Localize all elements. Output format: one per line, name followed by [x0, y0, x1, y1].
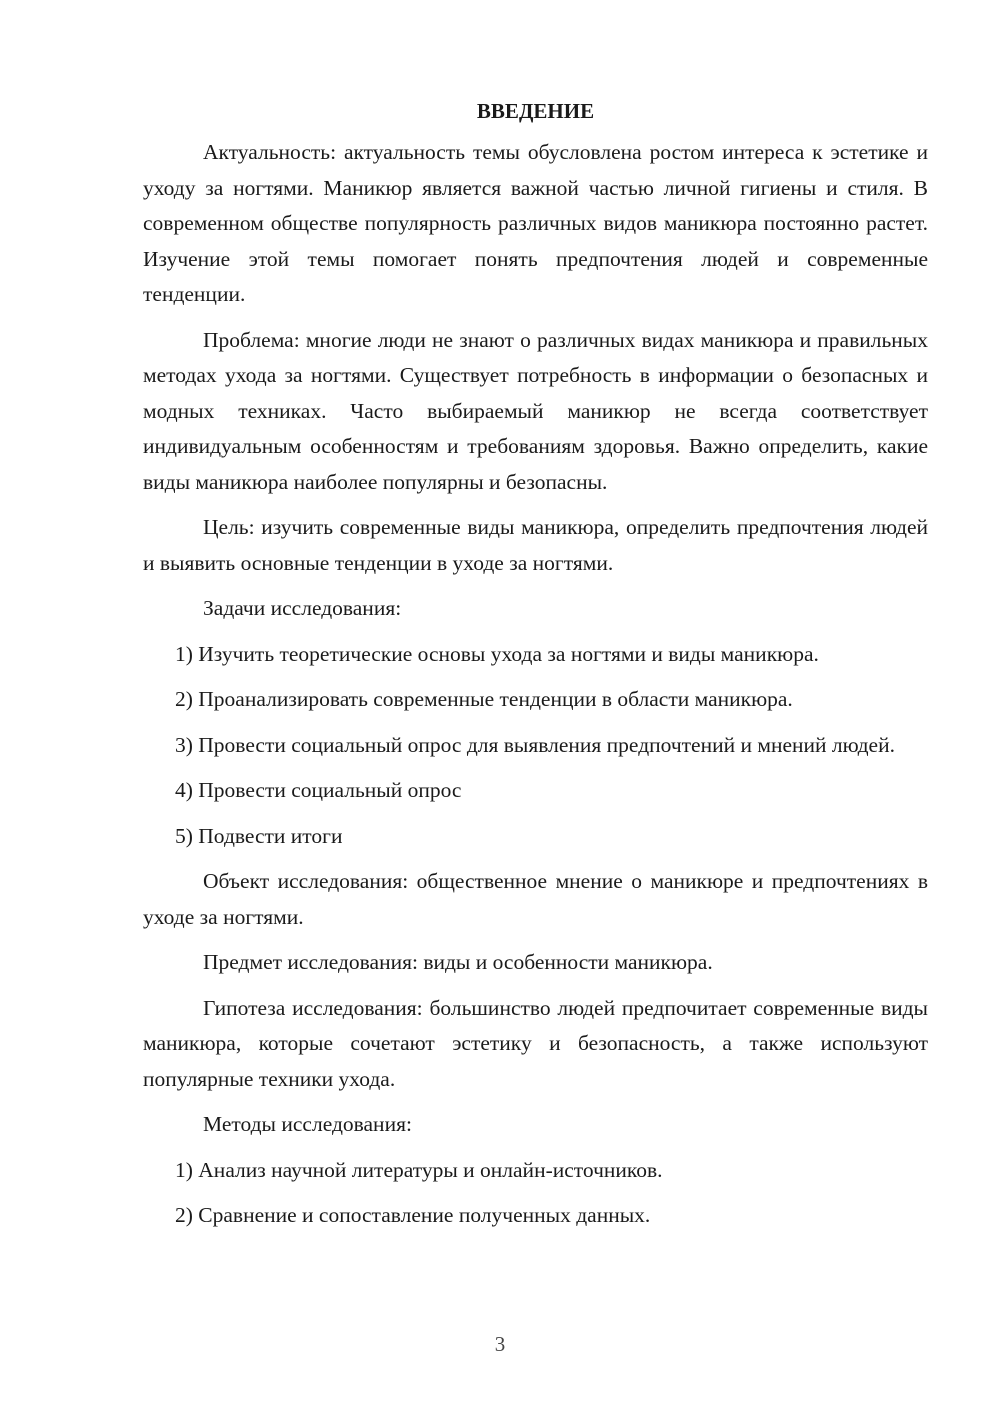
- paragraph-subject: Предмет исследования: виды и особенности маникюра.: [203, 950, 713, 974]
- paragraph-hypothesis: Гипотеза исследования: большинство людей предпочитает современные виды маникюра, которые сочетают эстетику и безопасность, а также используют популярные техники ухода.: [143, 995, 928, 1091]
- paragraph-object: Объект исследования: общественное мнение о маникюре и предпочтениях в уходе за ногтями.: [143, 869, 928, 929]
- task-item-3: 3) Провести социальный опрос для выявления предпочтений и мнений людей.: [175, 732, 895, 757]
- paragraph-goal: Цель: изучить современные виды маникюра, определить предпочтения людей и выявить основные тенденции в уходе за ногтями.: [143, 515, 928, 575]
- task-item-4: 4) Провести социальный опрос: [175, 778, 462, 802]
- document-page: [143, 96, 928, 1244]
- method-item-1: 1) Анализ научной литературы и онлайн-источников.: [175, 1157, 663, 1182]
- paragraph-methods-heading: Методы исследования:: [203, 1112, 412, 1136]
- task-item-5: 5) Подвести итоги: [175, 823, 343, 848]
- task-item-1: 1) Изучить теоретические основы ухода за ногтями и виды маникюра.: [175, 641, 819, 666]
- page-number: 3: [494, 1332, 506, 1356]
- page-title: ВВЕДЕНИЕ: [476, 99, 595, 123]
- paragraph-problem: Проблема: многие люди не знают о различных видах маникюра и правильных методах ухода за ногтями. Существует потребность в информации о безопасных и модных техниках. Часто выбираемый маникюр не всегда соответствует индивидуальным особенностям и требованиям здоровья. Важно определить, какие виды маникюра наиболее популярны и безопасны.: [143, 327, 928, 494]
- task-item-2: 2) Проанализировать современные тенденции в области маникюра.: [175, 687, 793, 711]
- paragraph-tasks-heading: Задачи исследования:: [203, 596, 402, 620]
- method-item-2: 2) Сравнение и сопоставление полученных данных.: [175, 1203, 651, 1227]
- paragraph-relevance: Актуальность: актуальность темы обусловлена ростом интереса к эстетике и уходу за ногтями. Маникюр является важной частью личной гигиены и стиля. В современном обществе популярность различных видов маникюра постоянно растет. Изучение этой темы помогает понять предпочтения людей и современные тенденции.: [143, 140, 928, 306]
